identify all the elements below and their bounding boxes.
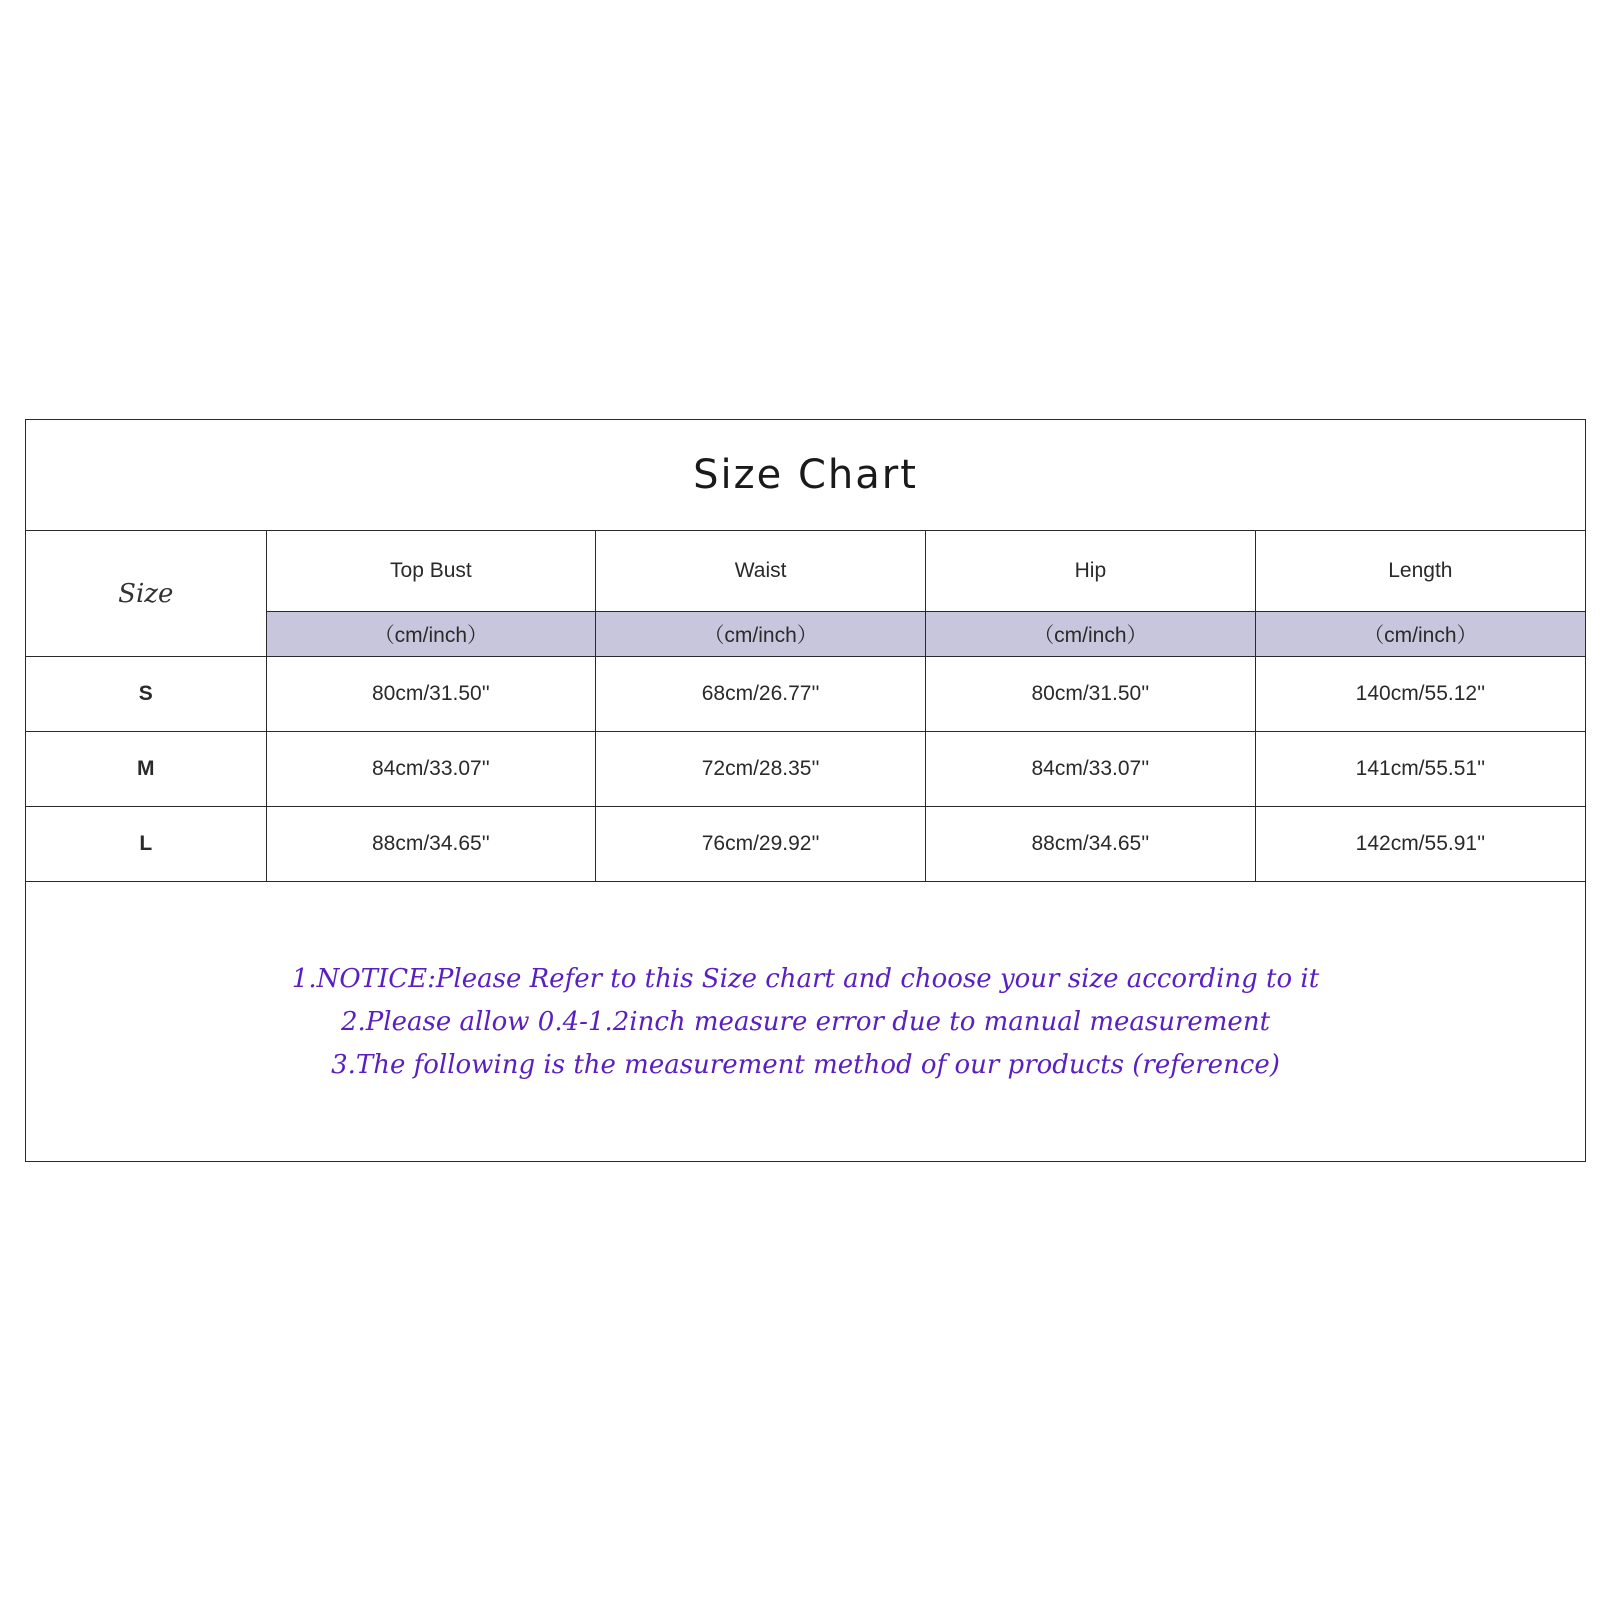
table-cell: 88cm/34.65'' — [926, 807, 1256, 882]
table-cell: 80cm/31.50'' — [266, 657, 596, 732]
size-column-header: Size — [26, 531, 266, 657]
column-header-hip: Hip — [926, 531, 1256, 612]
size-chart — [25, 419, 1586, 1162]
table-cell: 84cm/33.07'' — [266, 732, 596, 807]
unit-label: （cm/inch） — [1255, 612, 1585, 657]
size-table — [26, 531, 1585, 882]
table-row — [26, 657, 1585, 732]
size-label: L — [26, 807, 266, 882]
unit-label: （cm/inch） — [596, 612, 926, 657]
table-cell: 68cm/26.77'' — [596, 657, 926, 732]
note-line-1: 1.NOTICE:Please Refer to this Size chart and choose your size according to it — [291, 963, 1320, 994]
column-header-waist: Waist — [596, 531, 926, 612]
table-cell: 80cm/31.50'' — [926, 657, 1256, 732]
table-cell: 88cm/34.65'' — [266, 807, 596, 882]
table-cell: 142cm/55.91'' — [1255, 807, 1585, 882]
table-cell: 84cm/33.07'' — [926, 732, 1256, 807]
table-row — [26, 732, 1585, 807]
table-cell: 140cm/55.12'' — [1255, 657, 1585, 732]
column-header-length: Length — [1255, 531, 1585, 612]
note-line-2: 2.Please allow 0.4-1.2inch measure error due to manual measurement — [340, 1006, 1271, 1037]
table-cell: 76cm/29.92'' — [596, 807, 926, 882]
size-label: S — [26, 657, 266, 732]
unit-label: （cm/inch） — [266, 612, 596, 657]
notes-section — [26, 882, 1585, 1162]
size-label: M — [26, 732, 266, 807]
column-header-top-bust: Top Bust — [266, 531, 596, 612]
unit-label: （cm/inch） — [926, 612, 1256, 657]
note-line-3: 3.The following is the measurement method of our products (reference) — [331, 1049, 1280, 1080]
table-cell: 72cm/28.35'' — [596, 732, 926, 807]
table-row — [26, 807, 1585, 882]
chart-title: Size Chart — [26, 420, 1585, 531]
table-cell: 141cm/55.51'' — [1255, 732, 1585, 807]
